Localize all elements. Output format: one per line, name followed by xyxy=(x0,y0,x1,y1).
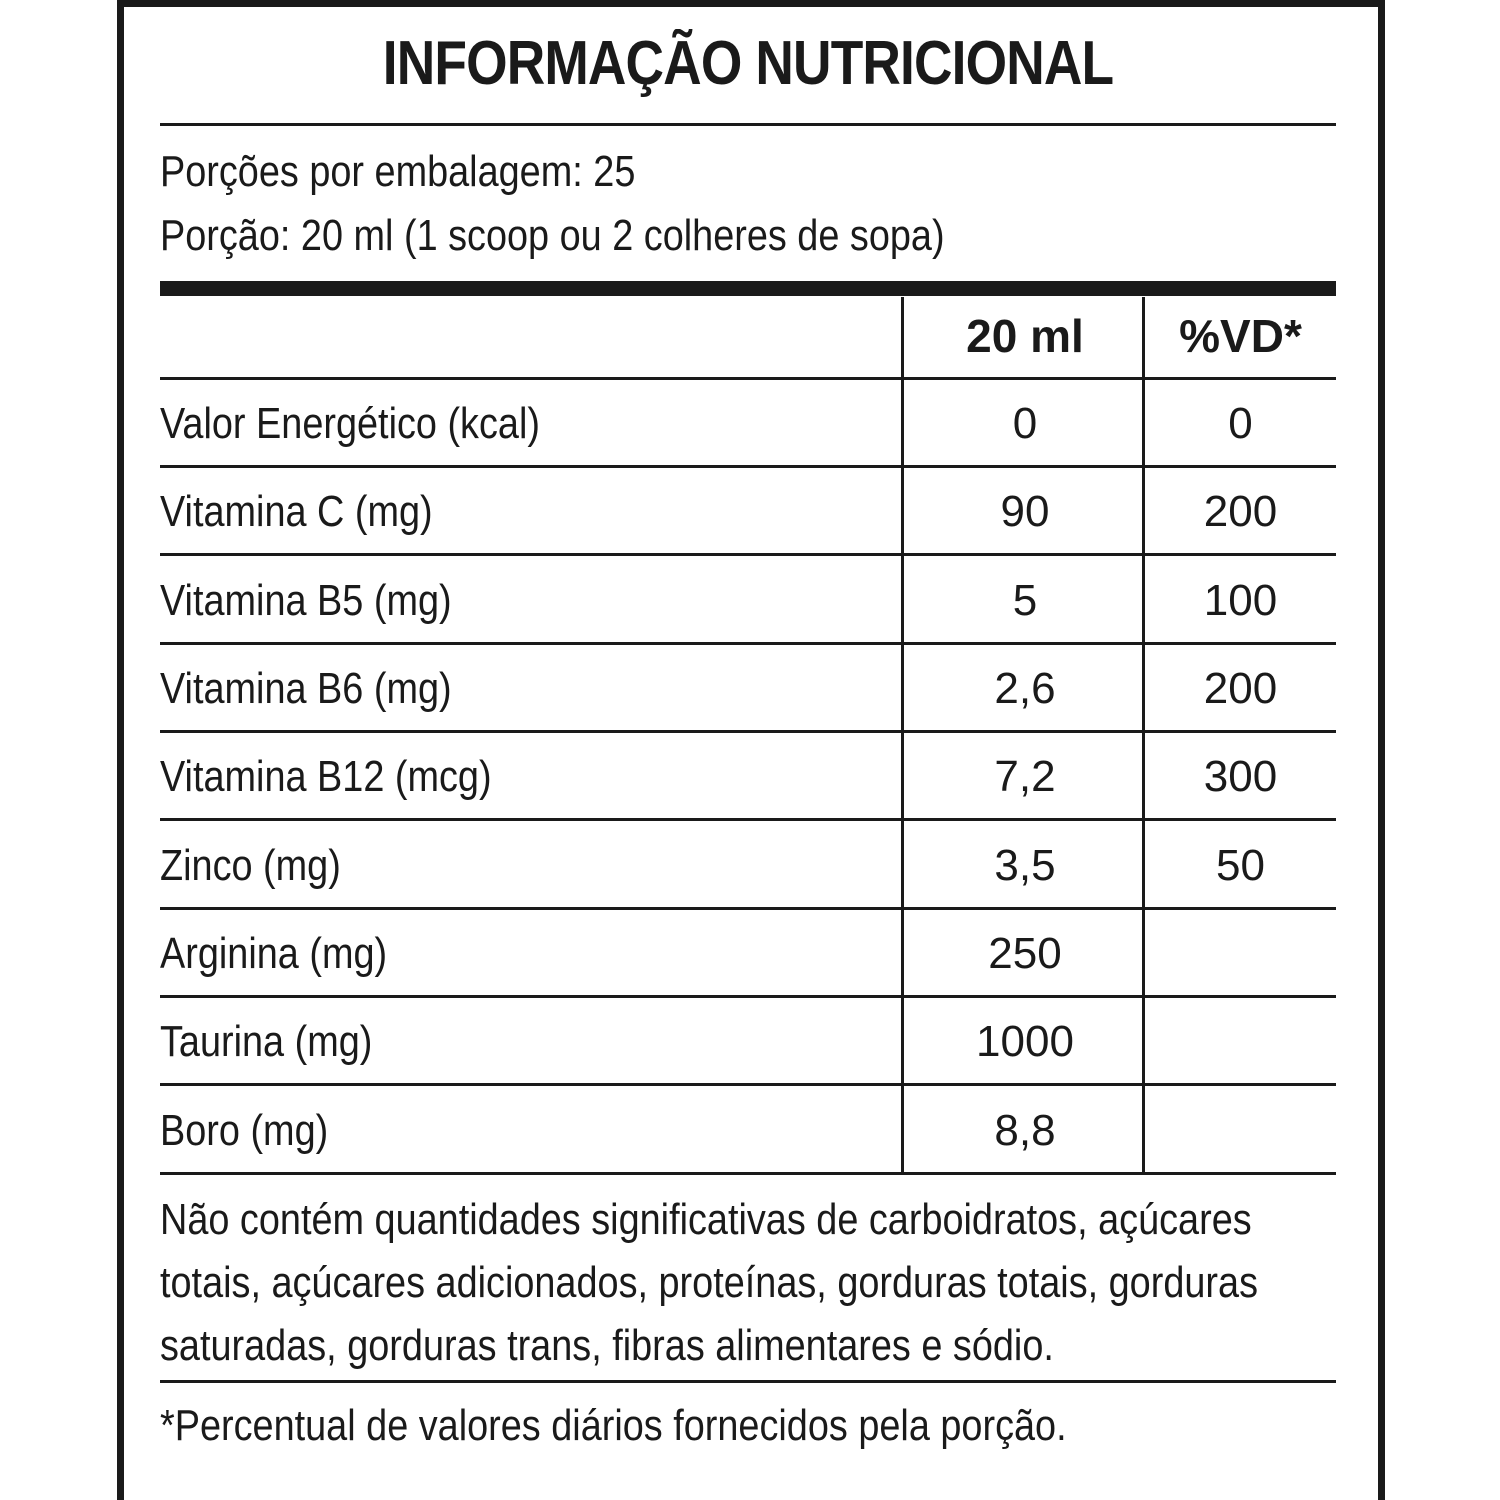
nutrient-daily-value: 300 xyxy=(1203,752,1278,801)
nutrient-amount: 8,8 xyxy=(994,1106,1056,1155)
nutrient-daily-value: 200 xyxy=(1203,664,1278,713)
nutrient-amount: 2,6 xyxy=(994,664,1056,713)
row-divider xyxy=(160,1083,1336,1086)
nutrient-amount: 7,2 xyxy=(994,752,1056,801)
table-row xyxy=(160,380,1336,468)
column-header-amount: 20 ml xyxy=(966,310,1084,362)
nutrition-label xyxy=(160,0,1336,1500)
table-header-row xyxy=(160,292,1336,380)
nutrient-amount: 250 xyxy=(988,929,1062,978)
footnote-divider xyxy=(160,1380,1336,1383)
table-row xyxy=(160,1087,1336,1175)
row-divider xyxy=(160,1172,1336,1175)
nutrient-daily-value: 100 xyxy=(1203,576,1278,625)
notice-line: Não contém quantidades significativas de carboidratos, açúcares xyxy=(160,1195,1252,1244)
nutrient-name: Vitamina B6 (mg) xyxy=(160,664,452,713)
row-divider xyxy=(160,818,1336,821)
table-row xyxy=(160,822,1336,910)
row-divider xyxy=(160,553,1336,556)
nutrient-name: Vitamina B5 (mg) xyxy=(160,576,452,625)
notice-line: saturadas, gorduras trans, fibras alimentares e sódio. xyxy=(160,1321,1054,1370)
serving-size: Porção: 20 ml (1 scoop ou 2 colheres de sopa) xyxy=(160,211,945,260)
table-row xyxy=(160,733,1336,821)
nutrient-amount: 3,5 xyxy=(994,841,1056,890)
nutrient-amount: 0 xyxy=(1012,399,1038,448)
table-row xyxy=(160,645,1336,733)
notice-line: totais, açúcares adicionados, proteínas, gorduras totais, gorduras xyxy=(160,1258,1258,1307)
nutrient-name: Valor Energético (kcal) xyxy=(160,399,540,448)
nutrient-name: Vitamina C (mg) xyxy=(160,487,433,536)
column-header-daily-value: %VD* xyxy=(1179,310,1302,362)
title-divider xyxy=(160,123,1336,126)
servings-per-package: Porções por embalagem: 25 xyxy=(160,147,636,196)
nutrient-name: Boro (mg) xyxy=(160,1106,329,1155)
table-row xyxy=(160,998,1336,1086)
nutrient-name: Zinco (mg) xyxy=(160,841,341,890)
nutrient-name: Vitamina B12 (mcg) xyxy=(160,752,492,801)
label-title: INFORMAÇÃO NUTRICIONAL xyxy=(382,29,1114,98)
table-row xyxy=(160,468,1336,556)
nutrient-daily-value: 50 xyxy=(1216,841,1265,890)
table-row xyxy=(160,557,1336,645)
nutrient-daily-value: 200 xyxy=(1203,487,1278,536)
nutrient-name: Taurina (mg) xyxy=(160,1017,373,1066)
nutrient-name: Arginina (mg) xyxy=(160,929,388,978)
nutrient-amount: 90 xyxy=(1000,487,1050,536)
nutrient-daily-value: 0 xyxy=(1228,399,1253,448)
daily-value-footnote: *Percentual de valores diários fornecidos pela porção. xyxy=(160,1401,1067,1450)
nutrient-daily-value xyxy=(1145,998,1336,1086)
nutrient-amount: 5 xyxy=(1012,576,1038,625)
nutrient-amount: 1000 xyxy=(976,1017,1074,1066)
nutrient-daily-value xyxy=(1145,910,1336,998)
table-row xyxy=(160,910,1336,998)
nutrient-notice xyxy=(160,1188,1336,1377)
nutrient-daily-value xyxy=(1145,1087,1336,1175)
